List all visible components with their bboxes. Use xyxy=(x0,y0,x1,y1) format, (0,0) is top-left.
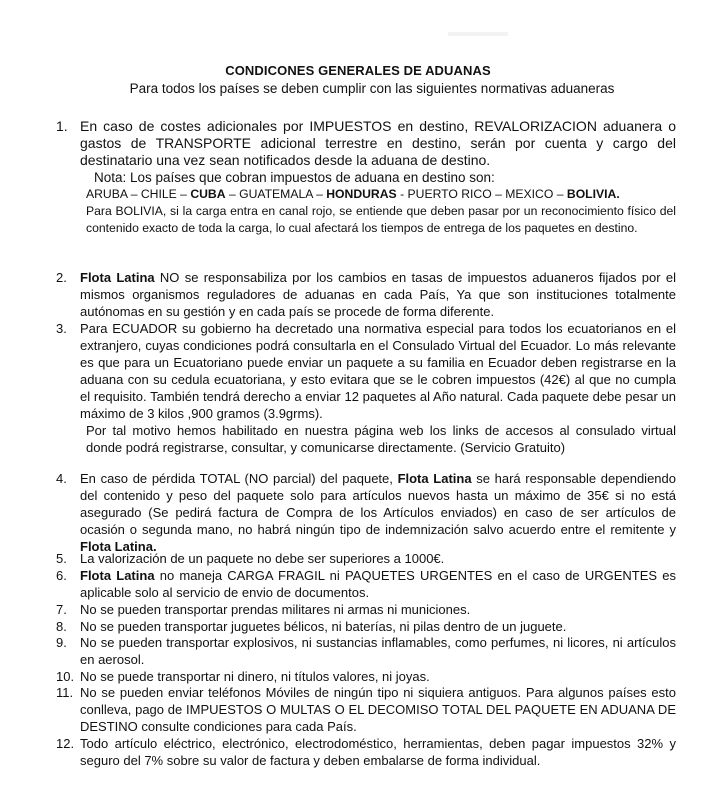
item-text: No se pueden transportar prendas militares ni armas ni municiones. xyxy=(80,602,471,617)
brand-name: Flota Latina. xyxy=(80,539,157,554)
list-item-6 xyxy=(56,567,676,601)
item-number: 4. xyxy=(56,471,67,486)
item-number: 12. xyxy=(56,736,75,751)
brand-name: Flota Latina xyxy=(80,568,155,583)
item-number: 5. xyxy=(56,551,67,566)
item-extra: Por tal motivo hemos habilitado en nuestra página web los links de accesos al consulado virtual donde podrá registrarse, consultar, y comunicarse directamente. (Servicio Gratuito) xyxy=(86,423,676,455)
faint-header-mark xyxy=(448,32,508,36)
list-item-5 xyxy=(56,550,676,567)
item-text: No se pueden transportar juguetes bélicos, ni baterías, ni pilas dentro de un juguete. xyxy=(80,619,567,634)
brand-name: Flota Latina xyxy=(397,471,472,486)
item-number: 11. xyxy=(56,685,74,700)
item-number: 2. xyxy=(56,270,67,285)
item-text: no maneja CARGA FRAGIL ni PAQUETES URGENTES en el caso de URGENTES es aplicable solo al servicio de envio de documentos. xyxy=(80,568,676,600)
list-item-7 xyxy=(56,601,676,618)
item-text: En caso de costes adicionales por IMPUESTOS en destino, REVALORIZACION aduanera o gastos de TRANSPORTE adicional terrestre en destino, serán por cuenta y cargo del destinatario una vez sean notificados desde la aduana de destino. xyxy=(80,118,676,168)
item-number: 8. xyxy=(56,619,67,634)
countries-list xyxy=(86,186,676,203)
item-text: NO se responsabiliza por los cambios en tasas de impuestos aduaneros fijados por el mismos organismos reguladores de aduanas en cada País, Ya que son instituciones totalmente autónomas en su gestión y en cada país se procede de forma diferente. xyxy=(80,270,676,319)
list-item-10 xyxy=(56,668,676,685)
list-item-3 xyxy=(56,320,676,456)
item-text: No se pueden transportar explosivos, ni sustancias inflamables, como perfumes, ni licores, ni artículos en aerosol. xyxy=(80,635,676,667)
item-number: 9. xyxy=(56,635,67,650)
item-number: 6. xyxy=(56,568,67,583)
document-title: CONDICONES GENERALES DE ADUANAS xyxy=(225,63,491,78)
item-text: No se puede transportar ni dinero, ni títulos valores, ni joyas. xyxy=(80,669,430,684)
item-number: 3. xyxy=(56,321,67,336)
item-text: se hará responsable dependiendo del contenido y peso del paquete solo para artículos nuevos hasta un máximo de 35€ si no está asegurado (Se pedirá factura de Compra de los Artículos enviados) en caso de ser artículos de ocasión o segunda mano, no habrá ningún tipo de indemnización salvo acuerdo entre el remitente y xyxy=(80,471,676,537)
item-number: 10. xyxy=(56,669,75,684)
country-bold: HONDURAS xyxy=(326,187,397,201)
item-number: 7. xyxy=(56,602,67,617)
list-item-9 xyxy=(56,634,676,668)
item-number: 1. xyxy=(56,118,68,134)
bolivia-note: Para BOLIVIA, si la carga entra en canal rojo, se entiende que deben pasar por un reconocimiento físico del contenido exacto de toda la carga, lo cual afectará los tiempos de entrega de los paquetes en destino. xyxy=(86,204,676,235)
brand-name: Flota Latina xyxy=(80,270,155,285)
item-text: En caso de pérdida TOTAL (NO parcial) del paquete, xyxy=(80,471,393,486)
list-item-8 xyxy=(56,618,676,635)
list-item-4 xyxy=(56,470,676,555)
country-bold: CUBA xyxy=(190,187,226,201)
countries-text: – GUATEMALA – xyxy=(228,187,323,201)
country-bold: BOLIVIA. xyxy=(566,187,620,201)
document-subtitle: Para todos los países se deben cumplir con las siguientes normativas aduaneras xyxy=(129,81,615,96)
item-text: La valorización de un paquete no debe ser superiores a 1000€. xyxy=(80,551,445,566)
list-item-11 xyxy=(56,684,676,735)
list-item-2 xyxy=(56,269,676,320)
item-note: Nota: Los países que cobran impuestos de aduana en destino son: xyxy=(94,170,495,185)
list-item-1 xyxy=(56,118,676,237)
item-text: Para ECUADOR su gobierno ha decretado una normativa especial para todos los ecuatorianos en el extranjero, cuyas condiciones podrá consultarla en el Consulado Virtual del Ecuador. Lo más relevante es que para un Ecuatoriano puede enviar un paquete a su familia en Ecuador deben registrarse en la aduana con su cedula ecuatoriana, y esto evitara que se le cobren impuestos (42€) al que no cumpla el requisito. También tendrá derecho a enviar 12 paquetes al Año natural. Cada paquete debe pesar un máximo de 3 kilos ,900 gramos (3.9grms). xyxy=(80,321,676,421)
countries-text: ARUBA – CHILE – xyxy=(86,187,187,201)
item-text: Todo artículo eléctrico, electrónico, electrodoméstico, herramientas, deben pagar impuestos 32% y seguro del 7% sobre su valor de factura y deben embalarse de forma individual. xyxy=(80,736,676,768)
item-text: No se pueden enviar teléfonos Móviles de ningún tipo ni siquiera antiguos. Para algunos países esto conlleva, pago de IMPUESTOS O MULTAS O EL DECOMISO TOTAL DEL PAQUETE EN ADUANA DE DESTINO consulte condiciones para cada País. xyxy=(80,685,676,734)
countries-text: - PUERTO RICO – MEXICO – xyxy=(400,187,564,201)
list-item-12 xyxy=(56,735,676,769)
